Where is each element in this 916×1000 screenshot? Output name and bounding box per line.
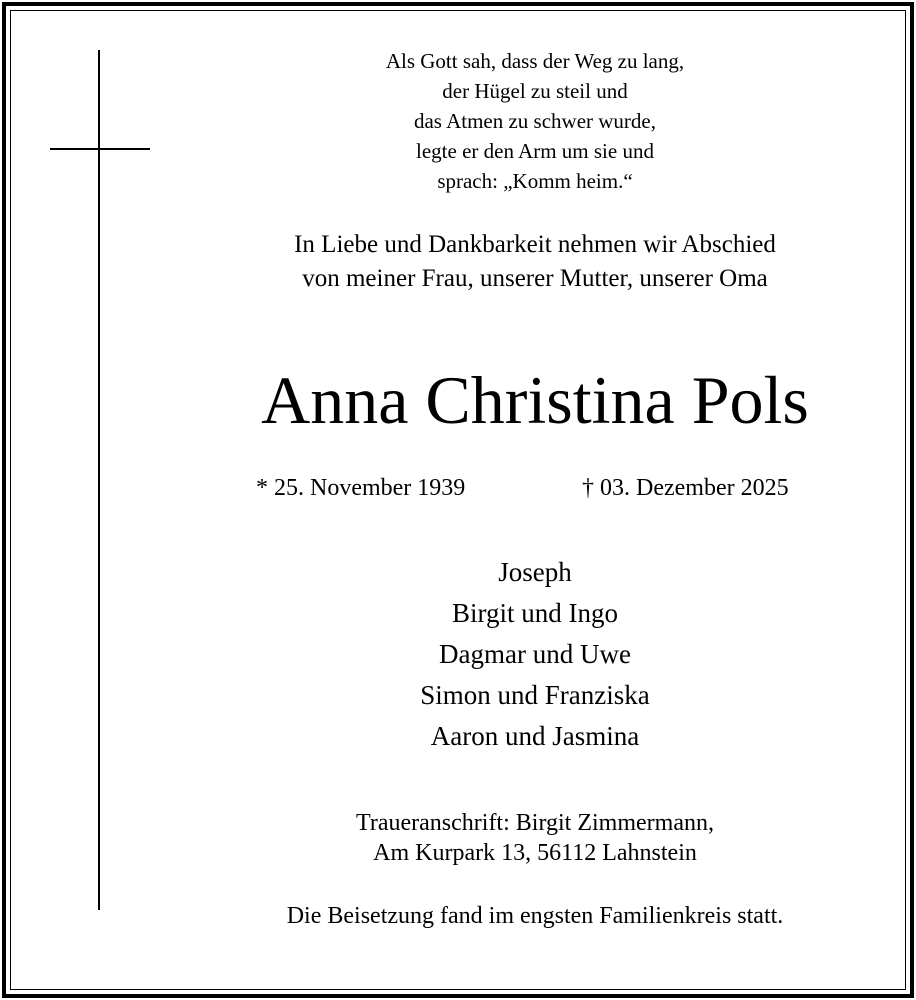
family-member: Joseph [498,557,572,587]
intro-line: von meiner Frau, unserer Mutter, unserer Oma [302,265,768,292]
cross-horizontal-bar [50,148,150,150]
family-member: Birgit und Ingo [451,598,618,628]
poem-line: der Hügel zu steil und [442,79,628,103]
burial-note: Die Beisetzung fand im engsten Familienkreis statt. [286,903,784,929]
address-line: Am Kurpark 13, 56112 Lahnstein [373,840,697,866]
mourning-address [180,808,890,868]
address-line: Traueranschrift: Birgit Zimmermann, [356,810,714,836]
farewell-intro [180,228,890,296]
cross-vertical-bar [98,50,100,910]
family-list [180,552,890,757]
family-member: Simon und Franziska [420,680,650,710]
poem [180,46,890,196]
poem-line: legte er den Arm um sie und [416,139,654,163]
intro-line: In Liebe und Dankbarkeit nehmen wir Abschied [294,231,776,258]
birth-date: * 25. November 1939 [256,475,466,501]
poem-line: das Atmen zu schwer wurde, [413,109,656,133]
family-member: Dagmar und Uwe [439,639,631,669]
deceased-name: Anna Christina Pols [261,362,809,438]
family-member: Aaron und Jasmina [430,721,640,751]
poem-line: sprach: „Komm heim.“ [437,169,633,193]
poem-line: Als Gott sah, dass der Weg zu lang, [385,49,685,73]
death-date: † 03. Dezember 2025 [582,475,789,501]
